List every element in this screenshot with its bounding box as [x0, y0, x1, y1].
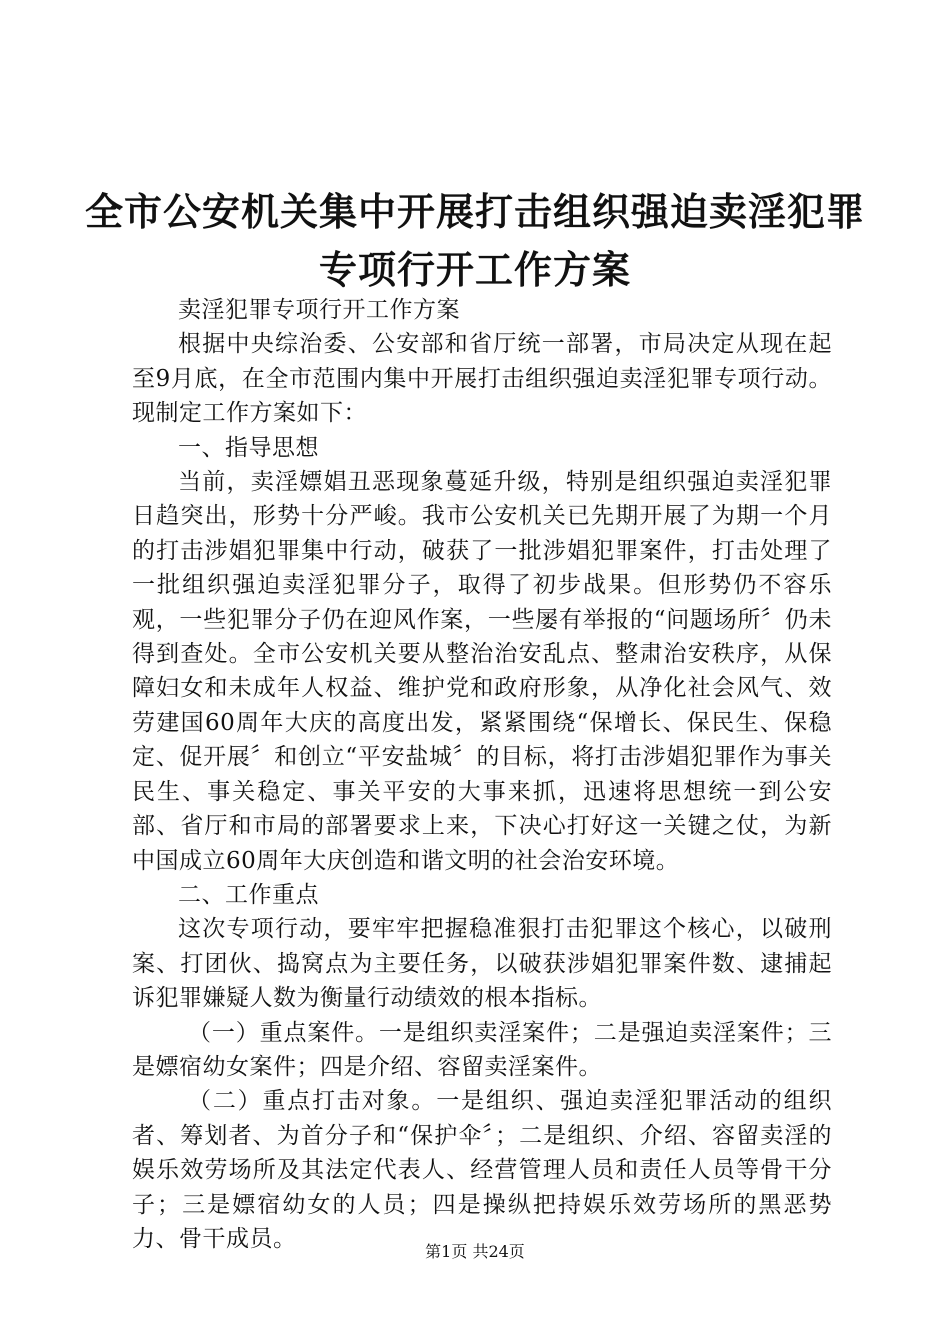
work-focus-paragraph: 这次专项行动，要牢牢把握稳准狠打击犯罪这个核心，以破刑案、打团伙、捣窝点为主要任务，以破获涉娼犯罪案件数、逮捕起诉犯罪嫌疑人数为衡量行动绩效的根本指标。 — [132, 916, 832, 1012]
section-heading-guiding-ideology: 一、指导思想 — [178, 434, 319, 461]
subtitle-paragraph: 卖淫犯罪专项行开工作方案 — [178, 297, 460, 323]
section-heading-work-focus: 二、工作重点 — [178, 881, 319, 908]
guiding-ideology-paragraph: 当前，卖淫嫖娼丑恶现象蔓延升级，特别是组织强迫卖淫犯罪日趋突出，形势十分严峻。我市公安机关已先期开展了为期一个月的打击涉娼犯罪集中行动，破获了一批涉娼犯罪案件，打击处理了一批组织强迫卖淫犯罪分子，取得了初步战果。但形势仍不容乐观，一些犯罪分子仍在迎风作案，一些屡有举报的“问题场所〞仍未得到查处。全市公安机关要从整治治安乱点、整肃治安秩序，从保障妇女和未成年人权益、维护党和政府形象，从净化社会风气、效劳建国60周年大庆的高度出发，紧紧围绕“保增长、保民生、保稳定、促开展〞和创立“平安盐城〞的目标，将打击涉娼犯罪作为事关民生、事关稳定、事关平安的大事来抓，迅速将思想统一到公安部、省厅和市局的部署要求上来，下决心打好这一关键之仗，为新中国成立60周年大庆创造和谐文明的社会治安环境。 — [132, 469, 832, 874]
key-targets-paragraph: （二）重点打击对象。一是组织、强迫卖淫犯罪活动的组织者、筹划者、为首分子和“保护伞〞；二是组织、介绍、容留卖淫的娱乐效劳场所及其法定代表人、经营管理人员和责任人员等骨干分子；三是嫖宿幼女的人员；四是操纵把持娱乐效劳场所的黑恶势力、骨干成员。 — [132, 1088, 832, 1252]
intro-paragraph: 根据中央综治委、公安部和省厅统一部署，市局决定从现在起至9月底，在全市范围内集中开展打击组织强迫卖淫犯罪专项行动。现制定工作方案如下： — [132, 331, 832, 427]
document-body — [132, 293, 832, 1256]
page-footer: 第1页 共24页 — [425, 1242, 525, 1261]
document-title-line-1: 全市公安机关集中开展打击组织强迫卖淫犯罪 — [84, 189, 865, 234]
key-cases-paragraph: （一）重点案件。一是组织卖淫案件；二是强迫卖淫案件；三是嫖宿幼女案件；四是介绍、容留卖淫案件。 — [132, 1019, 832, 1080]
document-title-line-2: 专项行开工作方案 — [318, 247, 631, 292]
